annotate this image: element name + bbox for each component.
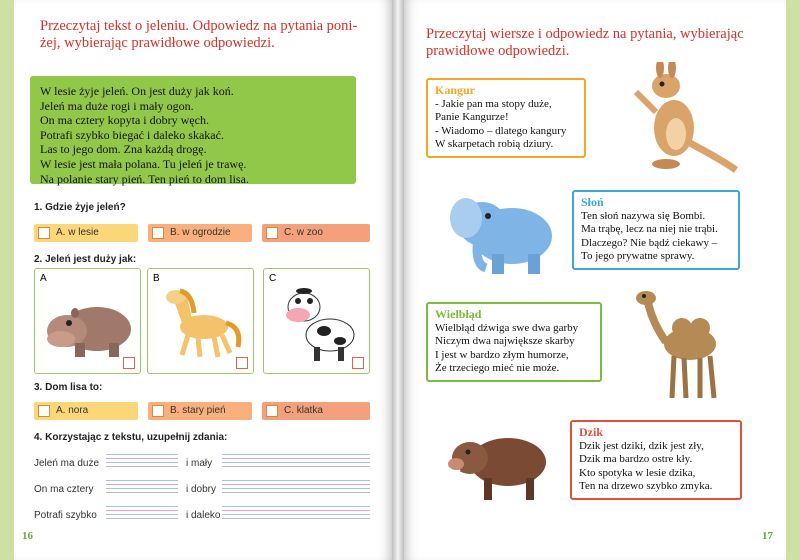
fill-line[interactable] [106, 478, 178, 492]
answer-card-c[interactable] [263, 268, 370, 374]
poem-line: W skarpetach robią dziury. [435, 138, 554, 151]
right-instruction-line: Przeczytaj wiersze i odpowiedz na pytania, wybierając [426, 26, 744, 42]
story-line: Na polanie stary pień. Ten pień to dom lisa. [40, 171, 249, 186]
card-checkbox[interactable] [123, 357, 135, 369]
answer-label: A. w lesie [56, 227, 99, 238]
poem-heading: Dzik [579, 425, 603, 439]
card-letter: B [153, 273, 160, 284]
story-box [30, 76, 356, 184]
fill-mid: i daleko [186, 510, 221, 521]
poem-line: Że trzeciego mieć nie może. [435, 362, 560, 375]
horse-picture [152, 283, 252, 363]
poem-line: Dlaczego? Nie bądź ciekawy – [581, 236, 718, 249]
poem-heading: Słoń [581, 195, 604, 209]
poem-wielblad [426, 302, 602, 382]
kangaroo-picture [622, 62, 742, 174]
question-4: 4. Korzystając z tekstu, uzupełnij zdania: [34, 432, 228, 443]
boar-picture [442, 420, 564, 510]
fill-mid: i mały [186, 458, 213, 469]
poem-line: - Wiadomo – dlatego kangury [435, 124, 567, 137]
answer-label: C. klatka [284, 405, 323, 416]
book-spine [392, 0, 404, 560]
left-border [0, 0, 14, 560]
fill-mid: i dobry [186, 484, 217, 495]
poem-kangur [426, 78, 586, 158]
answer-label: C. w zoo [284, 227, 323, 238]
story-line: W lesie jest mała polana. Tu jeleń je trawę. [40, 156, 247, 171]
question-2: 2. Jeleń jest duży jak: [34, 254, 137, 265]
right-instruction-line: prawidłowe odpowiedzi. [426, 43, 570, 59]
answer-label: A. nora [56, 405, 89, 416]
card-letter: C [269, 273, 277, 284]
fill-line[interactable] [222, 478, 370, 492]
answer-option[interactable] [34, 224, 138, 242]
story-line: Potrafi szybko biegać i daleko skakać. [40, 127, 224, 142]
fill-line[interactable] [106, 504, 178, 518]
answer-label: B. stary pień [170, 405, 226, 416]
answer-option[interactable] [34, 402, 138, 420]
camel-picture [626, 286, 726, 406]
answer-option[interactable] [262, 224, 370, 242]
poem-slon [572, 190, 740, 270]
hippo-picture [39, 289, 139, 359]
poem-line: Niczym dwa największe skarby [435, 335, 575, 348]
fill-start: Potrafi szybko [34, 510, 97, 521]
poem-line: Kto spotyka w lesie dzika, [579, 466, 696, 479]
fill-start: On ma cztery [34, 484, 94, 495]
right-instruction [426, 26, 744, 60]
page-number-right: 17 [762, 530, 773, 542]
answer-option[interactable] [262, 402, 370, 420]
poem-line: Panie Kangurze! [435, 111, 509, 124]
story-line: W lesie żyje jeleń. On jest duży jak koń. [40, 84, 234, 98]
fill-line[interactable] [106, 452, 178, 466]
poem-line: Ten słoń nazywa się Bombi. [581, 209, 706, 222]
left-instruction [40, 18, 357, 52]
poem-heading: Wielbłąd [435, 307, 482, 321]
question-1: 1. Gdzie żyje jeleń? [34, 202, 126, 213]
poem-line: I jest w bardzo złym humorze, [435, 348, 569, 361]
fill-line[interactable] [222, 504, 370, 518]
story-line: On ma cztery kopyta i dobry węch. [40, 113, 209, 128]
poem-line: Dzik jest dziki, dzik jest zły, [579, 439, 704, 452]
fill-line[interactable] [222, 452, 370, 466]
poem-line: To jego prywatne sprawy. [581, 250, 695, 263]
fill-start: Jeleń ma duże [34, 458, 100, 469]
story-line: Jeleń ma duże rogi i mały ogon. [40, 98, 194, 113]
cow-picture [268, 283, 368, 367]
page-right [404, 0, 786, 560]
story-line: Las to jego dom. Zna każdą drogę. [40, 142, 207, 157]
elephant-picture [442, 184, 562, 280]
right-border [786, 0, 800, 560]
answer-card-a[interactable] [34, 268, 141, 374]
poem-line: Wielbłąd dźwiga swe dwa garby [435, 321, 579, 334]
poem-line: Ma trąbę, lecz na niej nie trąbi. [581, 223, 718, 236]
card-checkbox[interactable] [236, 357, 248, 369]
poem-line: Ten na drzewo szybko zmyka. [579, 480, 713, 493]
answer-option[interactable] [148, 402, 252, 420]
poem-dzik [570, 420, 742, 500]
left-instruction-line: Przeczytaj tekst o jeleniu. Odpowiedz na pytania poni- [40, 18, 358, 34]
answer-option[interactable] [148, 224, 252, 242]
poem-heading: Kangur [435, 83, 476, 97]
page-left [14, 0, 392, 560]
question-3: 3. Dom lisa to: [34, 382, 103, 393]
left-instruction-line: żej, wybierając prawidłowe odpowiedzi. [40, 35, 275, 51]
answer-card-b[interactable] [147, 268, 254, 374]
poem-line: Dzik ma bardzo ostre kły. [579, 453, 693, 466]
answer-label: B. w ogrodzie [170, 227, 231, 238]
card-checkbox[interactable] [352, 357, 364, 369]
card-letter: A [40, 273, 47, 284]
poem-line: - Jakie pan ma stopy duże, [435, 97, 552, 110]
page-number-left: 16 [22, 530, 33, 542]
